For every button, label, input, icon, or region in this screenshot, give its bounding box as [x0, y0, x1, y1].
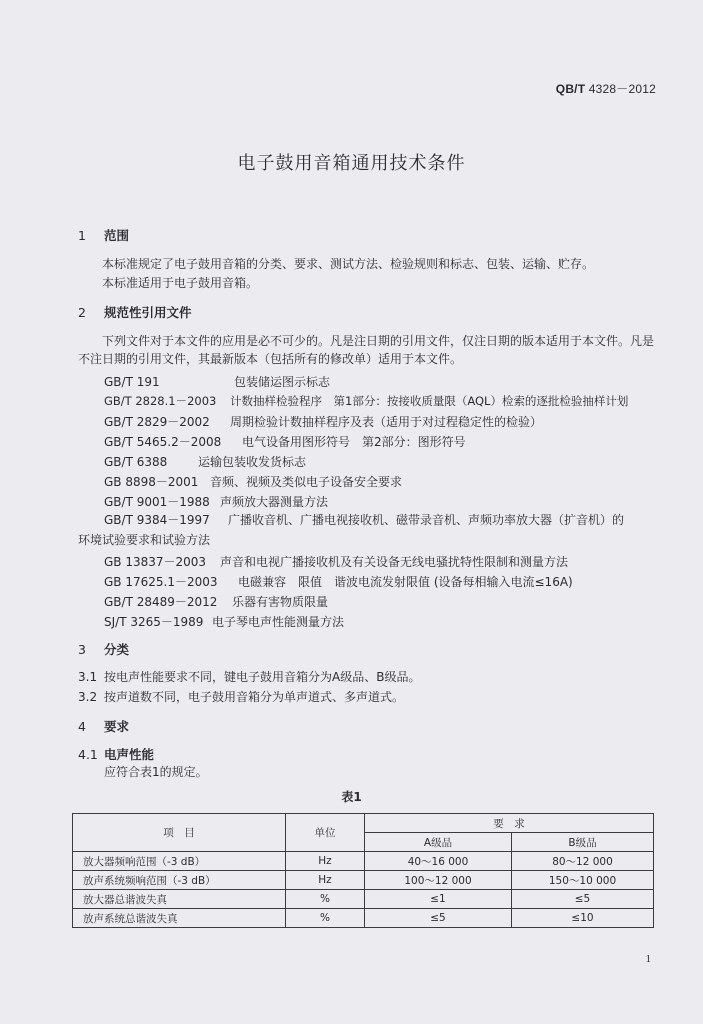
- clause-number: 4.1: [78, 747, 98, 762]
- reference-item: [104, 453, 306, 470]
- reference-title: 周期检验计数抽样程序及表（适用于对过程稳定性的检验）: [230, 415, 543, 429]
- cell-item: 放声系统频响范围（-3 dB）: [73, 871, 286, 890]
- header-requirement: 要 求: [365, 814, 654, 833]
- reference-code: SJ/T 3265－1989: [104, 615, 204, 629]
- cell-unit: %: [286, 890, 365, 909]
- clause-title: 电声性能: [104, 747, 155, 762]
- cell-grade-b: ≤5: [512, 890, 654, 909]
- reference-title: 电子琴电声性能测量方法: [212, 615, 345, 629]
- section-number: 2: [78, 305, 86, 320]
- clause-3-2: [78, 688, 404, 705]
- table-row: [73, 852, 654, 871]
- section-2-heading: [78, 303, 192, 321]
- cell-grade-b: 150～10 000: [512, 871, 654, 890]
- clause-text: 按声道数不同，电子鼓用音箱分为单声道式、多声道式。: [104, 690, 405, 704]
- clause-3-1: [78, 668, 420, 685]
- reference-item: [104, 593, 328, 610]
- reference-item: [104, 553, 568, 570]
- reference-item: [104, 373, 330, 390]
- section-1-heading: [78, 226, 129, 244]
- cell-grade-a: ≤1: [365, 890, 512, 909]
- reference-code: GB/T 2828.1－2003: [104, 394, 217, 408]
- cell-item: 放声系统总谐波失真: [73, 909, 286, 928]
- reference-title: 声频放大器测量方法: [220, 495, 329, 509]
- reference-code: GB 8898－2001: [104, 475, 199, 489]
- reference-code: GB/T 28489－2012: [104, 595, 218, 609]
- table-row: [73, 909, 654, 928]
- clause-number: 3.1: [78, 670, 98, 684]
- reference-item: [104, 573, 573, 590]
- section-4-heading: [78, 717, 129, 735]
- reference-title: 计数抽样检验程序 第1部分：按接收质量限（AQL）检索的逐批检验抽样计划: [230, 394, 629, 408]
- reference-code: GB/T 5465.2－2008: [104, 435, 222, 449]
- cell-unit: Hz: [286, 871, 365, 890]
- cell-item: 放大器总谐波失真: [73, 890, 286, 909]
- reference-code: GB/T 2829－2002: [104, 415, 210, 429]
- reference-code: GB 17625.1－2003: [104, 575, 218, 589]
- cell-grade-b: 80～12 000: [512, 852, 654, 871]
- cell-grade-a: 40～16 000: [365, 852, 512, 871]
- reference-code: GB/T 9001－1988: [104, 495, 210, 509]
- section-number: 3: [78, 642, 86, 657]
- cell-item: 放大器频响范围（-3 dB）: [73, 852, 286, 871]
- standard-number: [556, 80, 656, 97]
- section-number: 1: [78, 228, 86, 243]
- reference-title: 电磁兼容 限值 谐波电流发射限值 (设备每相输入电流≤16A): [238, 575, 573, 589]
- cell-unit: Hz: [286, 852, 365, 871]
- document-title: 电子鼓用音箱通用技术条件: [237, 153, 466, 174]
- reference-item: [78, 510, 632, 550]
- cell-grade-a: 100～12 000: [365, 871, 512, 890]
- table-caption: 表1: [341, 790, 362, 804]
- reference-item: [104, 493, 328, 510]
- clause-number: 3.2: [78, 690, 98, 704]
- reference-title: 声音和电视广播接收机及有关设备无线电骚扰特性限制和测量方法: [220, 555, 569, 569]
- reference-title: 包装储运图示标志: [234, 375, 331, 389]
- reference-code: GB/T 9384－1997: [104, 513, 210, 527]
- scope-paragraph-2: 本标准适用于电子鼓用音箱。: [102, 276, 259, 290]
- section-3-heading: [78, 640, 129, 658]
- reference-title: 广播收音机、广播电视接收机、磁带录音机、声频功率放大器（扩音机）的环境试验要求和试验方法: [78, 513, 625, 547]
- table-row: [73, 871, 654, 890]
- reference-item: [104, 393, 628, 409]
- header-unit: 单位: [286, 814, 365, 852]
- cell-grade-a: ≤5: [365, 909, 512, 928]
- standard-code: 4328－2012: [588, 82, 656, 96]
- clause-4-1-heading: [78, 745, 154, 763]
- reference-code: GB/T 6388: [104, 455, 168, 469]
- section-title: 分类: [104, 642, 130, 657]
- table-row: [73, 890, 654, 909]
- reference-item: [104, 433, 466, 450]
- standard-prefix: QB/T: [555, 82, 586, 96]
- section-title: 范围: [104, 228, 130, 243]
- reference-item: [104, 473, 402, 490]
- references-intro: 下列文件对于本文件的应用是必不可少的。凡是注日期的引用文件，仅注日期的版本适用于本文件。凡是不注日期的引用文件，其最新版本（包括所有的修改单）适用于本文件。: [78, 334, 655, 366]
- table-header-row: [73, 814, 654, 833]
- section-title: 规范性引用文件: [104, 305, 192, 320]
- reference-title: 运输包装收发货标志: [198, 455, 307, 469]
- requirements-table: [72, 813, 654, 928]
- reference-title: 电气设备用图形符号 第2部分：图形符号: [242, 435, 466, 449]
- page-number: 1: [645, 953, 651, 965]
- clause-4-1-text: 应符合表1的规定。: [104, 765, 208, 779]
- reference-code: GB 13837－2003: [104, 555, 207, 569]
- reference-title: 乐器有害物质限量: [232, 595, 329, 609]
- section-number: 4: [78, 719, 86, 734]
- header-grade-b: B级品: [512, 833, 654, 852]
- reference-item: [104, 613, 344, 630]
- clause-text: 按电声性能要求不同，键电子鼓用音箱分为A级品、B级品。: [104, 670, 421, 684]
- reference-title: 音频、视频及类似电子设备安全要求: [210, 475, 403, 489]
- cell-unit: %: [286, 909, 365, 928]
- header-item: 项 目: [73, 814, 286, 852]
- cell-grade-b: ≤10: [512, 909, 654, 928]
- section-title: 要求: [104, 719, 130, 734]
- reference-item: [104, 413, 542, 430]
- header-grade-a: A级品: [365, 833, 512, 852]
- reference-code: GB/T 191: [104, 375, 160, 389]
- scope-paragraph-1: 本标准规定了电子鼓用音箱的分类、要求、测试方法、检验规则和标志、包装、运输、贮存。: [102, 257, 595, 271]
